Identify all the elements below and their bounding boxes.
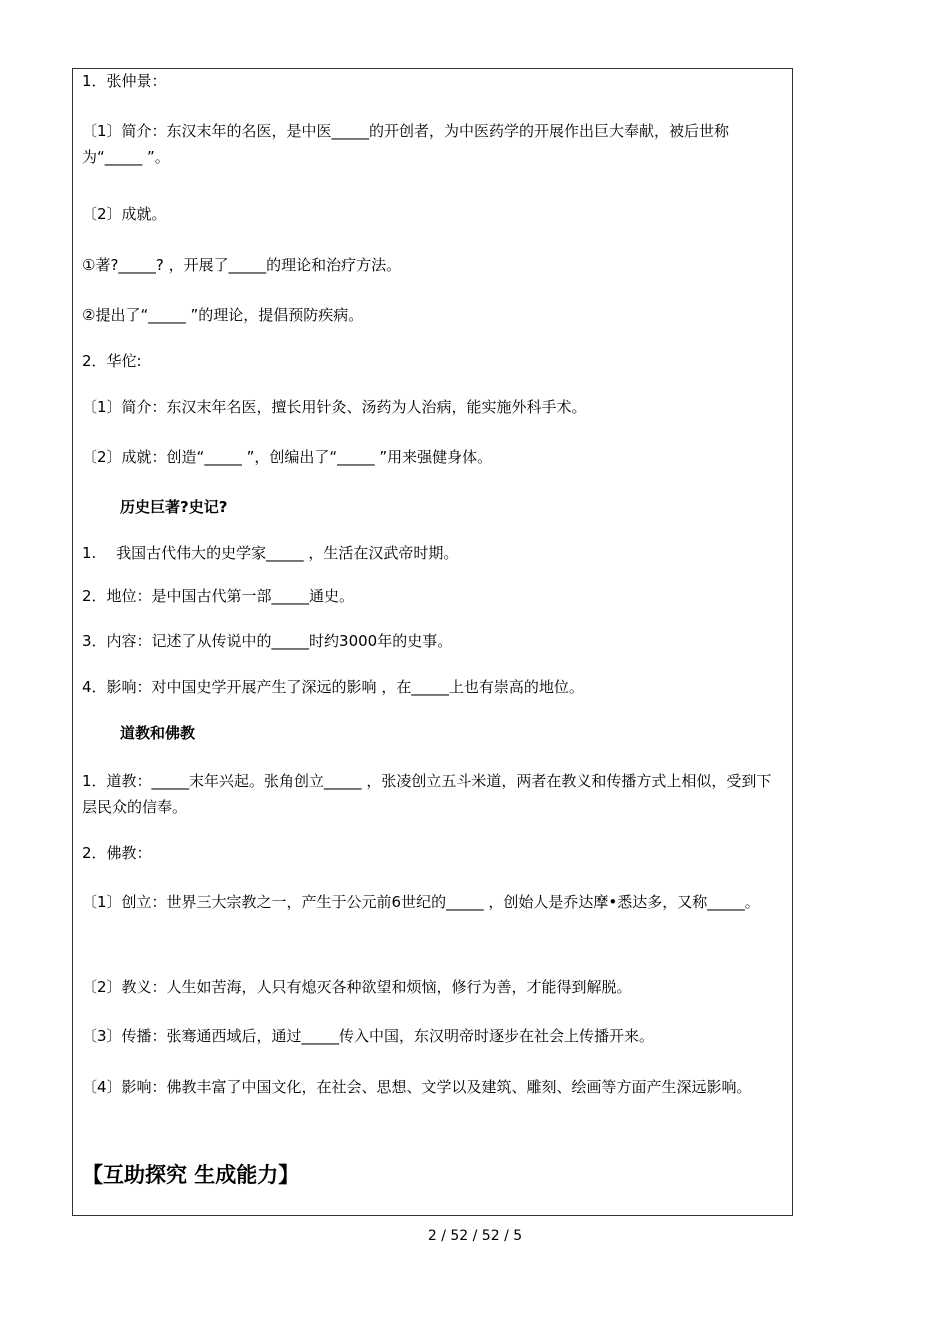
page-number: 2 / 52 / 52 / 5 [427,1228,523,1244]
buddhism-title: 2．佛教： [82,844,152,862]
buddhism-item-3: 〔3〕传播：张骞通西域后，通过_____传入中国，东汉明帝时逐步在社会上传播开来。 [82,1027,655,1045]
zhang-achievement-1: ①著?_____? ，开展了_____的理论和治疗方法。 [82,256,402,274]
hua-achievement: 〔2〕成就：创造“_____ ”，创编出了“_____ ”用来强健身体。 [82,448,493,466]
taoism-item: 1．道教：_____末年兴起。张角创立_____ ，张凌创立五斗米道，两者在教义和传播方式上相似，受到下层民众的信奉。 [82,772,772,816]
section-banner: 【互助探究 生成能力】 [82,1163,300,1187]
shiji-item-4: 4．影响：对中国史学开展产生了深远的影响 ，在_____上也有崇高的地位。 [82,678,584,696]
buddhism-item-4: 〔4〕影响：佛教丰富了中国文化，在社会、思想、文学以及建筑、雕刻、绘画等方面产生深远影响。 [82,1078,752,1096]
religion-heading: 道教和佛教 [120,724,196,742]
zhang-achievement-title: 〔2〕成就。 [82,205,167,223]
zhang-achievement-2: ②提出了“_____ ”的理论，提倡预防疾病。 [82,306,364,324]
buddhism-item-2: 〔2〕教义：人生如苦海，人只有熄灭各种欲望和烦恼，修行为善，才能得到解脱。 [82,978,632,996]
zhang-title: 1．张仲景： [82,72,167,90]
hua-title: 2．华佗: [82,352,142,370]
shiji-item-3: 3．内容：记述了从传说中的_____时约3000年的史事。 [82,632,453,650]
shiji-item-2: 2．地位：是中国古代第一部_____通史。 [82,587,355,605]
shiji-item-1: 1. 我国古代伟大的史学家_____ ，生活在汉武帝时期。 [82,544,459,562]
hua-intro: 〔1〕简介：东汉末年名医，擅长用针灸、汤药为人治病，能实施外科手术。 [82,398,587,416]
buddhism-item-1: 〔1〕创立：世界三大宗教之一，产生于公元前6世纪的_____ ，创始人是乔达摩•悉达多，又称_____。 [82,893,760,911]
shiji-heading: 历史巨著?史记? [120,498,228,516]
zhang-intro: 〔1〕简介：东汉末年的名医，是中医_____的开创者，为中医药学的开展作出巨大奉献，被后世称为“_____ ”。 [82,122,730,166]
